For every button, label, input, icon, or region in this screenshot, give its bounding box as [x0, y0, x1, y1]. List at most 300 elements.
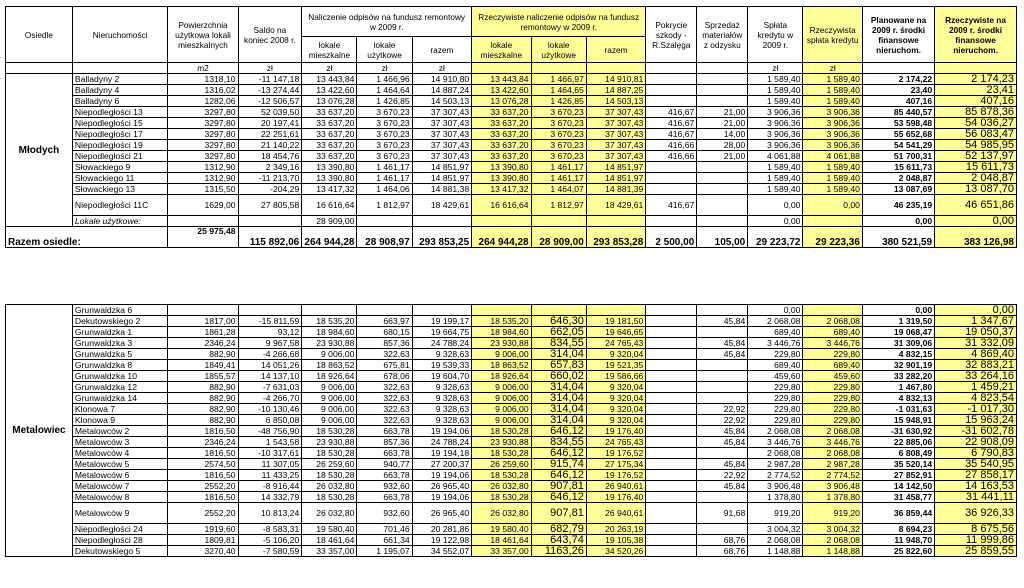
cell-value: 28,00 [697, 140, 748, 151]
cell-value: 3 446,76 [803, 437, 862, 448]
cell-value: 663,78 [357, 448, 412, 459]
cell-value: 3 670,23 [531, 118, 586, 129]
cell-value: 14 163,53 [935, 481, 1017, 492]
cell-value: 229,80 [748, 382, 803, 393]
cell-value: 2 174,22 [862, 74, 934, 85]
cell-value: 27 805,58 [238, 195, 302, 216]
cell-value: 1 347,67 [935, 316, 1017, 327]
cell-value: 678,06 [357, 371, 412, 382]
cell-value [531, 216, 586, 227]
cell-value: 15 611,73 [935, 162, 1017, 173]
cell-value: 407,16 [935, 96, 1017, 107]
cell-value: 31 332,09 [935, 338, 1017, 349]
cell-property: Metalowców 7 [72, 481, 168, 492]
cell-value [302, 305, 357, 316]
cell-value [646, 470, 697, 481]
cell-value: 18 461,64 [472, 535, 531, 546]
cell-value: 3 906,36 [748, 118, 803, 129]
cell-value: 19 586,66 [586, 371, 645, 382]
cell-value: 14 851,97 [412, 162, 471, 173]
cell-value: 19 181,50 [586, 316, 645, 327]
cell-value: 0,00 [862, 305, 934, 316]
cell-value: 314,04 [531, 382, 586, 393]
cell-value: 9 328,63 [412, 382, 471, 393]
cell-property: Balladyny 4 [72, 85, 168, 96]
cell-value: 91,68 [697, 503, 748, 524]
cell-value: 14 851,97 [586, 173, 646, 184]
cell-value: 45,84 [697, 338, 748, 349]
cell-value: 857,36 [357, 338, 412, 349]
cell-value: 0,00 [803, 195, 862, 216]
cell-value: -10 130,46 [238, 404, 302, 415]
cell-value: 33 637,20 [302, 129, 357, 140]
cell-value: 3 906,48 [748, 481, 803, 492]
cell-value: 229,80 [748, 415, 803, 426]
cell-value: 660,02 [531, 371, 586, 382]
cell-value: 13 443,84 [302, 74, 357, 85]
cell-value: 3297,80 [168, 118, 238, 129]
cell-value: 661,34 [357, 535, 412, 546]
cell-value [472, 216, 531, 227]
cell-value: 6 808,49 [862, 448, 934, 459]
cell-value: 882,90 [168, 415, 238, 426]
cell-value: 3 670,23 [531, 140, 586, 151]
cell-property: Klonowa 7 [72, 404, 168, 415]
cell-value: 1316,02 [168, 85, 238, 96]
cell-value: 1 589,40 [803, 162, 862, 173]
cell-value: 1 812,97 [357, 195, 412, 216]
cell-value: 646,12 [531, 492, 586, 503]
cell-value: 26 965,40 [412, 481, 471, 492]
cell-value: 18 530,28 [302, 448, 357, 459]
cell-value: 2 068,08 [803, 448, 862, 459]
cell-value [697, 85, 748, 96]
cell-value: 675,81 [357, 360, 412, 371]
cell-value [168, 305, 238, 316]
cell-value: 919,20 [803, 503, 862, 524]
cell-value: -11 213,70 [238, 173, 302, 184]
col-lok-mieszk-rz: lokale mieszkalne [472, 37, 531, 63]
cell-value: 4 832,13 [862, 393, 934, 404]
cell-value: 9 328,63 [412, 393, 471, 404]
cell-value: 1 589,40 [748, 74, 803, 85]
cell-value: 26 259,60 [302, 459, 357, 470]
cell-value: 682,79 [531, 524, 586, 535]
cell-value: 55 652,68 [862, 129, 934, 140]
cell-value: 45,84 [697, 437, 748, 448]
cell-value: 940,77 [357, 459, 412, 470]
cell-property: Metalowców 9 [72, 503, 168, 524]
cell-value: 932,60 [357, 503, 412, 524]
cell-value: 27 852,91 [862, 470, 934, 481]
cell-value: 45,84 [697, 426, 748, 437]
total-value: 264 944,28 [472, 227, 531, 248]
cell-property: Niepodległości 11C [72, 195, 168, 216]
cell-value: 9 967,58 [238, 338, 302, 349]
cell-value: 13 422,60 [472, 85, 531, 96]
cell-value: 1282,06 [168, 96, 238, 107]
cell-value: 1849,41 [168, 360, 238, 371]
cell-value: 663,78 [357, 492, 412, 503]
cell-value: 18 530,28 [302, 492, 357, 503]
cell-value: 3 906,36 [803, 107, 862, 118]
cell-value: 20 197,41 [238, 118, 302, 129]
cell-value: 882,90 [168, 382, 238, 393]
cell-value: 18 926,64 [472, 371, 531, 382]
cell-value [412, 305, 471, 316]
cell-value: 907,81 [531, 481, 586, 492]
cell-value: 21,00 [697, 118, 748, 129]
cell-value [646, 338, 697, 349]
cell-value: 31 441,11 [935, 492, 1017, 503]
cell-value [646, 305, 697, 316]
cell-value [646, 327, 697, 338]
cell-value: 416,67 [646, 118, 697, 129]
table-row [6, 481, 1017, 492]
cell-value [646, 216, 697, 227]
table-row [6, 195, 1017, 216]
cell-value: 18 926,64 [302, 371, 357, 382]
cell-value [646, 503, 697, 524]
cell-value: 907,81 [531, 503, 586, 524]
cell-value: 14 332,79 [238, 492, 302, 503]
cell-value [531, 305, 586, 316]
col-osiedle: Osiedle [6, 7, 73, 63]
cell-value: -15 811,59 [238, 316, 302, 327]
cell-value: 3 446,76 [748, 437, 803, 448]
cell-value: 18 530,28 [302, 470, 357, 481]
unit-zl: zł [803, 63, 862, 74]
cell-value: 2 068,08 [803, 535, 862, 546]
cell-value: -1 017,30 [935, 404, 1017, 415]
cell-value: 18 454,76 [238, 151, 302, 162]
cell-property: Niepodległości 28 [72, 535, 168, 546]
cell-value: 26 940,61 [586, 503, 645, 524]
cell-value: 32 901,19 [862, 360, 934, 371]
cell-value: 26 032,80 [472, 503, 531, 524]
cell-value: 416,67 [646, 129, 697, 140]
cell-value: 8 675,56 [935, 524, 1017, 535]
cell-value: 31 309,06 [862, 338, 934, 349]
table-row [6, 129, 1017, 140]
cell-value: 28 909,00 [302, 216, 357, 227]
table-row [6, 404, 1017, 415]
cell-value: 646,12 [531, 448, 586, 459]
cell-value: 9 328,63 [412, 404, 471, 415]
cell-value: 1629,00 [168, 195, 238, 216]
table-row [6, 85, 1017, 96]
cell-value: 1 589,40 [748, 85, 803, 96]
cell-value: 15 963,24 [935, 415, 1017, 426]
cell-value: 416,66 [646, 140, 697, 151]
cell-value: 37 307,43 [586, 118, 646, 129]
cell-value: 689,40 [803, 360, 862, 371]
cell-value: 27 858,17 [935, 470, 1017, 481]
cell-value: 3 670,23 [357, 151, 412, 162]
unit-zl: zł [748, 63, 803, 74]
cell-value: 35 540,95 [935, 459, 1017, 470]
cell-value: 11 433,25 [238, 470, 302, 481]
cell-value: 18 530,28 [472, 448, 531, 459]
cell-value: 11 948,70 [862, 535, 934, 546]
cell-value: 37 307,43 [586, 129, 646, 140]
total-label: Razem osiedle: [6, 227, 168, 248]
cell-value: 3 906,36 [748, 129, 803, 140]
cell-property: Niepodległości 15 [72, 118, 168, 129]
cell-value: 9 328,63 [412, 349, 471, 360]
cell-value [697, 393, 748, 404]
cell-value: 33 357,00 [302, 546, 357, 557]
cell-value: -204,29 [238, 184, 302, 195]
table-row [6, 415, 1017, 426]
cell-value: 27 200,37 [412, 459, 471, 470]
cell-value: 1312,90 [168, 173, 238, 184]
total-value: 383 126,98 [935, 227, 1017, 248]
cell-value: 9 006,00 [472, 404, 531, 415]
cell-value: 13 443,84 [472, 74, 531, 85]
cell-property: Grunwaldzka 5 [72, 349, 168, 360]
cell-value: 3 906,48 [803, 481, 862, 492]
cell-value: 1 461,17 [531, 173, 586, 184]
cell-value: 37 307,43 [586, 151, 646, 162]
cell-value [357, 305, 412, 316]
cell-value: 18 863,52 [472, 360, 531, 371]
cell-value: 2 048,87 [935, 173, 1017, 184]
table-row [6, 382, 1017, 393]
cell-value [646, 360, 697, 371]
cell-value: 32 883,21 [935, 360, 1017, 371]
cell-value: -1 031,63 [862, 404, 934, 415]
cell-value: 21,00 [697, 151, 748, 162]
cell-value: 13 087,70 [935, 184, 1017, 195]
cell-value: 16 616,64 [302, 195, 357, 216]
cell-value [646, 74, 697, 85]
cell-value: 31 458,77 [862, 492, 934, 503]
cell-value: 882,90 [168, 393, 238, 404]
cell-value: 22,92 [697, 470, 748, 481]
cell-value: 9 006,00 [472, 415, 531, 426]
cell-value [697, 305, 748, 316]
cell-value: 1 461,17 [357, 162, 412, 173]
total-value: 264 944,28 [302, 227, 357, 248]
cell-property: Grunwaldzka 10 [72, 371, 168, 382]
table-row [6, 338, 1017, 349]
cell-value [646, 173, 697, 184]
cell-value: 13 087,69 [862, 184, 934, 195]
total-row [6, 227, 1017, 248]
cell-value [646, 426, 697, 437]
cell-value: 1 589,40 [803, 184, 862, 195]
cell-value [646, 162, 697, 173]
cell-value: 646,12 [531, 470, 586, 481]
cell-value: 1318,10 [168, 74, 238, 85]
cell-value: 3 670,23 [357, 129, 412, 140]
cell-value: 229,80 [748, 393, 803, 404]
table-row [6, 118, 1017, 129]
cell-value: 689,40 [748, 360, 803, 371]
cell-value: 33 637,20 [472, 107, 531, 118]
total-value: 28 909,00 [531, 227, 586, 248]
cell-value [238, 216, 302, 227]
cell-value: 2552,20 [168, 481, 238, 492]
table-row [6, 492, 1017, 503]
table-mlodych [5, 6, 1017, 248]
cell-value: 19 122,98 [412, 535, 471, 546]
cell-property: Słowackiego 13 [72, 184, 168, 195]
cell-value: 19 194,06 [412, 492, 471, 503]
cell-value: 882,90 [168, 349, 238, 360]
cell-value: 37 307,43 [586, 140, 646, 151]
cell-value [803, 216, 862, 227]
total-value: 380 521,59 [862, 227, 934, 248]
cell-value: 23,40 [862, 85, 934, 96]
cell-value: 3 906,36 [803, 118, 862, 129]
cell-property: Metalowców 8 [72, 492, 168, 503]
cell-value: 14 142,50 [862, 481, 934, 492]
cell-value: 1 148,88 [748, 546, 803, 557]
table-row [6, 107, 1017, 118]
cell-value: 1 464,06 [357, 184, 412, 195]
cell-value: 1312,90 [168, 162, 238, 173]
cell-value: 18 530,28 [472, 470, 531, 481]
cell-value: -8 916,44 [238, 481, 302, 492]
cell-value: 322,63 [357, 415, 412, 426]
cell-value: 22 885,06 [862, 437, 934, 448]
cell-value: 1 426,85 [531, 96, 586, 107]
cell-value [586, 305, 645, 316]
cell-value: 643,74 [531, 535, 586, 546]
cell-value: 2 068,08 [748, 316, 803, 327]
cell-value: 3 670,23 [357, 118, 412, 129]
cell-value: 2 068,08 [748, 426, 803, 437]
cell-value: -48 756,90 [238, 426, 302, 437]
cell-value: 85 878,36 [935, 107, 1017, 118]
cell-value: 18 461,64 [302, 535, 357, 546]
table-row [6, 535, 1017, 546]
cell-value [697, 184, 748, 195]
cell-value: 19 646,65 [586, 327, 645, 338]
cell-value: 14 881,38 [412, 184, 471, 195]
cell-property: Niepodległości 13 [72, 107, 168, 118]
cell-value [238, 305, 302, 316]
table-row [6, 151, 1017, 162]
cell-value: 93,12 [238, 327, 302, 338]
cell-value: 1816,50 [168, 492, 238, 503]
cell-value: 1 589,40 [748, 184, 803, 195]
cell-value: 2 774,52 [748, 470, 803, 481]
cell-value: 0,00 [935, 305, 1017, 316]
cell-value: 9 006,00 [302, 349, 357, 360]
cell-value [803, 305, 862, 316]
cell-value: 9 320,04 [586, 415, 645, 426]
cell-value [646, 382, 697, 393]
cell-value: 1 589,40 [803, 74, 862, 85]
cell-value: 19 176,52 [586, 448, 645, 459]
cell-value [412, 216, 471, 227]
cell-value: 1 589,40 [803, 85, 862, 96]
cell-value: 1 459,21 [935, 382, 1017, 393]
cell-value: 1 589,40 [803, 96, 862, 107]
cell-value [697, 360, 748, 371]
cell-value: 37 307,43 [412, 129, 471, 140]
cell-value: -8 583,31 [238, 524, 302, 535]
estate-name: Młodych [6, 74, 73, 227]
col-pokrycie: Pokrycie szkody - R.Szalęga [646, 7, 697, 63]
cell-value: 646,30 [531, 316, 586, 327]
cell-value [646, 437, 697, 448]
cell-value: 14,00 [697, 129, 748, 140]
cell-value: 14 851,97 [412, 173, 471, 184]
cell-value: -31 602,78 [935, 426, 1017, 437]
cell-value: 45,84 [697, 481, 748, 492]
table-row [6, 470, 1017, 481]
cell-value: 1 812,97 [531, 195, 586, 216]
cell-value: 3 670,23 [531, 151, 586, 162]
cell-value: 0,00 [748, 195, 803, 216]
cell-value: 9 006,00 [472, 382, 531, 393]
cell-value: 229,80 [748, 349, 803, 360]
cell-value: 24 788,24 [412, 338, 471, 349]
cell-value [646, 524, 697, 535]
cell-value: 19 050,37 [935, 327, 1017, 338]
cell-value: 3297,80 [168, 140, 238, 151]
table-row [6, 162, 1017, 173]
cell-value: 314,04 [531, 349, 586, 360]
cell-value: 33 637,20 [472, 118, 531, 129]
table-row [6, 360, 1017, 371]
cell-value: 4 061,88 [748, 151, 803, 162]
cell-value: 9 328,63 [412, 415, 471, 426]
cell-value: -13 274,44 [238, 85, 302, 96]
cell-value: 2346,24 [168, 338, 238, 349]
cell-value: 459,60 [803, 371, 862, 382]
cell-value: 37 307,43 [586, 107, 646, 118]
cell-value: 24 765,43 [586, 437, 645, 448]
cell-value: 1817,00 [168, 316, 238, 327]
cell-property: Balladyny 2 [72, 74, 168, 85]
cell-value: 46 235,19 [862, 195, 934, 216]
total-value: 29 223,36 [803, 227, 862, 248]
cell-value: 229,80 [803, 404, 862, 415]
cell-value: 1861,28 [168, 327, 238, 338]
cell-value: 19 176,40 [586, 426, 645, 437]
cell-property: Niepodległości 24 [72, 524, 168, 535]
cell-property: Niepodległości 19 [72, 140, 168, 151]
cell-value: 2346,24 [168, 437, 238, 448]
table-row [6, 327, 1017, 338]
cell-value: 11 307,05 [238, 459, 302, 470]
cell-property: Dekutowskiego 5 [72, 546, 168, 557]
cell-value: 9 006,00 [472, 393, 531, 404]
cell-property: Niepodległości 17 [72, 129, 168, 140]
cell-value: 1 319,50 [862, 316, 934, 327]
cell-value: 2 068,08 [748, 448, 803, 459]
cell-value [646, 96, 697, 107]
cell-value: 19 068,47 [862, 327, 934, 338]
cell-value [697, 371, 748, 382]
table-row [6, 524, 1017, 535]
cell-value: 19 521,35 [586, 360, 645, 371]
cell-value: 1 466,96 [357, 74, 412, 85]
cell-property: Grunwaldzka 3 [72, 338, 168, 349]
cell-value: 646,12 [531, 426, 586, 437]
cell-value: 53 598,48 [862, 118, 934, 129]
col-splata: Spłata kredytu w 2009 r. [748, 7, 803, 63]
cell-value: 9 006,00 [472, 349, 531, 360]
cell-value: 13 076,28 [472, 96, 531, 107]
cell-value: 36 859,44 [862, 503, 934, 524]
cell-property: Klonowa 9 [72, 415, 168, 426]
